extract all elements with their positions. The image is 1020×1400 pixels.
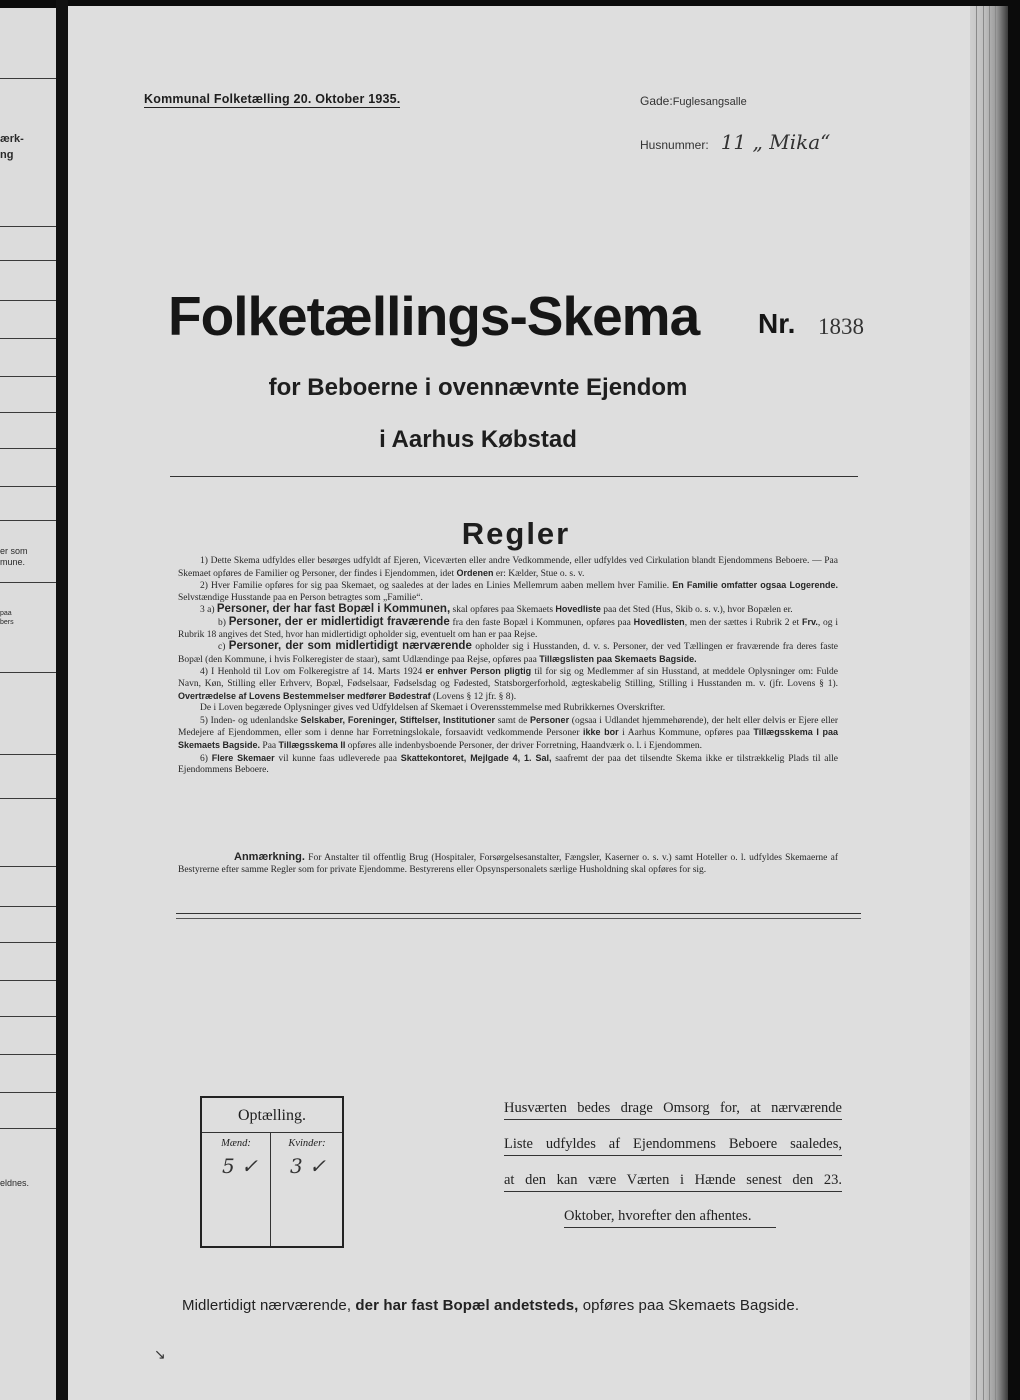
- women-count: 3 ✓: [290, 1154, 326, 1178]
- remark-text: For Anstalter til offentlig Brug (Hospitaler, Forsørgelsesanstalter, Fængsler, Kaserner o. s. v.) samt Hoteller o. l. udfyldes Skemaerne af Bestyrerne efter samme Regler som for private Ejendomme. Bestyrerens eller Opsynspersonalets særlige Husholdning skal opføres for sig.: [178, 853, 838, 875]
- men-count: 5 ✓: [222, 1154, 258, 1178]
- footer-note: [182, 1297, 799, 1314]
- facing-page-rule: [0, 260, 56, 261]
- facing-page-fragment: ærk-: [0, 133, 24, 145]
- remark-lead: Anmærkning.: [234, 851, 305, 863]
- facing-page-rule: [0, 866, 56, 867]
- street-label: Gade:: [640, 94, 673, 108]
- facing-page-rule: [0, 754, 56, 755]
- notice-line: Oktober, hvorefter den afhentes.: [564, 1206, 776, 1228]
- facing-page-fragment: mune.: [0, 557, 26, 567]
- count-box-title: Optælling.: [202, 1098, 342, 1133]
- notice-line: at den kan være Værten i Hænde senest den 23.: [504, 1170, 842, 1192]
- women-label: Kvinder:: [288, 1138, 326, 1149]
- page-stack-edge: [970, 6, 1008, 1400]
- street-field: [640, 94, 747, 108]
- facing-page-rule: [0, 448, 56, 449]
- facing-page-rule: [0, 412, 56, 413]
- facing-page-fragment: er som: [0, 546, 28, 556]
- census-title: Kommunal Folketælling 20. Oktober 1935.: [144, 92, 401, 106]
- facing-page-rule: [0, 980, 56, 981]
- divider: [176, 913, 861, 914]
- house-number-field: [640, 130, 830, 154]
- facing-page-edge: [0, 8, 56, 1400]
- rule-4: 4) I Henhold til Lov om Folkeregistre af 14. Marts 1924 er enhver Person pligtig til for sig og Medlemmer af sin Husstand, at meddele Oplysninger om: Fulde Navn, Køn, Stilling eller Erhverv, Bopæl, Fødselsaar, Fødselsdag og Fødested, Statsborgerforhold, ægteskabelig Stilling, Stilling i Husstanden m. v. (jfr. Lovens § 1). Overtrædelse af Lovens Bestemmelser medfører Bødestraf (Lovens § 12 jfr. § 8).: [178, 666, 838, 702]
- facing-page-rule: [0, 798, 56, 799]
- rule-1: 1) Dette Skema udfyldes eller besørges udfyldt af Ejeren, Viceværten eller andre Vedkommende, eller udfyldes ved Cirkulation blandt Ejendommens Beboere. — Paa Skemaet opføres de Familier og Personer, der findes i Ejendommen, idet Ordenen er: Kælder, Stue o. s. v.: [178, 556, 838, 579]
- facing-page-rule: [0, 1128, 56, 1129]
- facing-page-rule: [0, 226, 56, 227]
- binding-gutter: [56, 0, 68, 1400]
- facing-page-rule: [0, 906, 56, 907]
- rules-text: [178, 556, 838, 777]
- facing-page-rule: [0, 1054, 56, 1055]
- notice-line: Liste udfyldes af Ejendommens Beboere saaledes,: [504, 1134, 842, 1156]
- form-subtitle: for Beboerne i ovennævnte Ejendom: [268, 374, 688, 401]
- facing-page-rule: [0, 338, 56, 339]
- rule-6: 6) Flere Skemaer vil kunne faas udleverede paa Skattekontoret, Mejlgade 4, 1. Sal, saafremt der paa det tilsendte Skema ikke er tilstrækkelig Plads til alle Ejendommens Beboere.: [178, 752, 838, 776]
- count-box-divider: [270, 1132, 271, 1246]
- facing-page-rule: [0, 1092, 56, 1093]
- divider: [176, 918, 861, 919]
- men-label: Mænd:: [221, 1138, 251, 1149]
- house-number-value: 11 „ Mika“: [720, 130, 831, 154]
- facing-page-fragment: bers: [0, 619, 14, 626]
- form-number-value: 1838: [818, 314, 864, 339]
- rule-3c: c) Personer, der som midlertidigt nærværende opholder sig i Husstanden, d. v. s. Personer, der ved Tællingen er fraværende fra deres faste Bopæl (den Kommune, i hvis Folkeregister de staar), samt Udlændinge paa Rejse, opføres paa Tillægslisten paa Skemaets Bagside.: [178, 640, 838, 665]
- facing-page-rule: [0, 1016, 56, 1017]
- house-number-label: Husnummer:: [640, 138, 709, 152]
- census-form-page: [68, 6, 970, 1400]
- rule-4-cont: De i Loven begærede Oplysninger gives ved Udfyldelsen af Skemaet i Overensstemmelse med Rubrikkernes Overskrifter.: [200, 703, 666, 714]
- facing-page-rule: [0, 78, 56, 79]
- facing-page-rule: [0, 300, 56, 301]
- landlord-notice: [504, 1098, 842, 1242]
- pencil-mark: ↘: [154, 1346, 166, 1362]
- facing-page-rule: [0, 582, 56, 583]
- divider: [170, 476, 858, 477]
- facing-page-rule: [0, 520, 56, 521]
- remark: [178, 852, 838, 876]
- facing-page-fragment: paa: [0, 610, 12, 617]
- form-subtitle-city: i Aarhus Købstad: [379, 426, 577, 453]
- rule-3a: 3 a) Personer, der har fast Bopæl i Kommunen, skal opføres paa Skemaets Hovedliste paa det Sted (Hus, Skib o. s. v.), hvor Bopælen er.: [200, 603, 793, 616]
- form-title: Folketællings-Skema: [168, 285, 700, 347]
- facing-page-rule: [0, 376, 56, 377]
- street-value: Fuglesangsalle: [672, 96, 747, 108]
- form-number-label: Nr.: [758, 308, 796, 339]
- rule-5: 5) Inden- og udenlandske Selskaber, Foreninger, Stiftelser, Institutioner samt de Personer (ogsaa i Udlandet hjemmehørende), der helt eller delvis er Ejere eller Medejere af Ejendommen, eller som i denne har Forretningslokale, forsaavidt vedkommende Personer ikke bor i Aarhus Kommune, opføres paa Tillægsskema I paa Skemaets Bagside. Paa Tillægsskema II opføres alle indenbysboende Personer, der driver Forretning, Haandværk o. l. i Ejendommen.: [178, 714, 838, 751]
- footer-text: Midlertidigt nærværende,: [182, 1297, 356, 1314]
- facing-page-rule: [0, 942, 56, 943]
- count-box: [200, 1096, 344, 1248]
- footer-text: opføres paa Skemaets Bagside.: [578, 1297, 800, 1314]
- facing-page-fragment: eldnes.: [0, 1178, 30, 1188]
- notice-line: Husværten bedes drage Omsorg for, at nærværende: [504, 1098, 842, 1120]
- rules-heading: Regler: [461, 516, 571, 551]
- facing-page-rule: [0, 672, 56, 673]
- facing-page-rule: [0, 486, 56, 487]
- rule-2: 2) Hver Familie opføres for sig paa Skemaet, og saaledes at der lades en Linies Mellemrum aaben mellem hver Familie. En Familie omfatter ogsaa Logerende. Selvstændige Husstande paa en Person betragtes som „Familie“.: [178, 580, 838, 603]
- footer-bold-text: der har fast Bopæl andetsteds,: [355, 1297, 579, 1314]
- rule-3b: b) Personer, der er midlertidigt fraværende fra den faste Bopæl i Kommunen, opføres paa Hovedlisten, men der sættes i Rubrik 2 et Frv., og i Rubrik 18 angives det Sted, hvor han midlertidigt opholder sig, eventuelt om han er paa Rejse.: [178, 615, 838, 640]
- facing-page-fragment: ng: [0, 149, 14, 161]
